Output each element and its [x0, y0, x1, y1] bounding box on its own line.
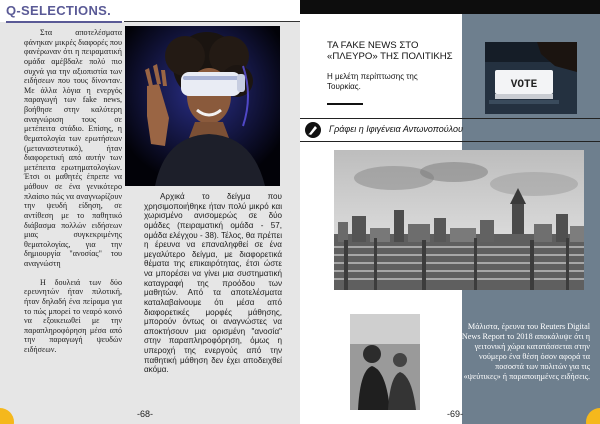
brand-underline — [6, 21, 122, 23]
pull-quote: Μάλιστα, έρευνα του Reuters Digital News Report το 2018 αποκάλυψε ότι η γειτονική χώρα κατατάσσεται στην νούμερο ένα θέση όσον αφορά τα ποσοστά των πολιτών για τις «ψεύτικες» ή παραποιημένες ειδήσεις. — [461, 322, 590, 381]
pen-icon — [305, 122, 321, 138]
page-69 — [300, 0, 600, 424]
crowd-photo — [350, 314, 420, 410]
title-line: ΤΑ FAKE NEWS ΣΤΟ — [327, 40, 419, 51]
article-column-left — [24, 28, 122, 364]
subtitle-underline — [327, 103, 363, 105]
vr-headset-photo — [125, 26, 280, 186]
title-line: «ΠΛΕΥΡΟ» ΤΗΣ ΠΟΛΙΤΙΚΗΣ — [327, 51, 453, 63]
article-title — [327, 40, 453, 62]
page-number: -69- — [447, 409, 464, 419]
article-column-right — [144, 192, 282, 375]
article-subtitle: Η μελέτη περίπτωσης της Τουρκίας. — [327, 72, 418, 91]
istanbul-skyline-photo — [334, 150, 584, 290]
paragraph: Αρχικά το δείγμα που χρησιμοποιήθηκε ήταν πολύ μικρό και χωρισμένο ανισομερώς σε δύο ομάδες (πειραματική ομάδα - 57, ομάδα ελέγχου - 38). Τέλος, θα πρέπει η έρευνα να επαναληφθεί σε ένα μεγαλύτερο δείγμα, με διαφορετικά θέματα της επικαιρότητας, έτσι ώστε να μπορέσει να γίνει μια συστηματική καταγραφή της προόδου των μαθητών. Από τα αποτελέσματα καταλαβαίνουμε ότι μέσα από διαφορετικές μορφές μάθησης, μπορούν όντως οι αναγνώστες να αποκτήσουν μια ορισμένη "ανοσία" στην παραπληροφόρηση, όμως η υπεροχή της ενεργούς από την παθητική μάθηση δεν έχει αποδειχθεί ακόμα. — [144, 192, 282, 375]
page-number: -68- — [137, 409, 154, 419]
top-bar — [300, 0, 600, 14]
paragraph: Στα αποτελέσματα φάνηκαν μικρές διαφορές που φανέρωναν ότι η πειραματική ομάδα αμέβδαλε πολύ πιο συχνά για την αξιοπιστία των ειδήσεων που τους δίνονταν. Με άλλα λόγια η ενεργός παραγωγή των fake news, βοήθησε στην καλύτερη αναγνώριση τους σε μετέπειτα στάδιο. Επίσης, η θεματολογία των ερωτήσεων (μεταναστευτικό), ήταν διαφορετική από αυτήν των μετέπειτα ερωτηματολογίων. Έτσι οι μαθητές έπρεπε να μάθουν σε ένα γενικότερο πλαίσιο πώς να αναγνωρίζουν την ψευδή είδηση, σε αντίθεση με το παθητικό διάβασμα πολλών ειδήσεων μιας συγκεκριμένης θεματολογίας, για την δημιουργία "ανοσίας" του αναγνώστη — [24, 28, 122, 268]
paragraph: Η δουλειά των δύο ερευνητών ήταν πιλοτική, ήταν δηλαδή ένα πείραμα για το πώς μπορεί το νεαρό κοινό να εξοικειωθεί με την παραπληροφόρηση μέσα από την παραγωγή ψευδών ειδήσεων. — [24, 277, 122, 354]
vote-sign-photo — [485, 42, 577, 114]
author-byline: Γράφει η Ιφιγένεια Αντωνοπούλου — [329, 124, 463, 134]
vote-sign-text: VOTE — [510, 79, 538, 91]
header-rule — [124, 21, 300, 22]
magazine-brand: Q-SELECTIONS. — [6, 3, 112, 18]
